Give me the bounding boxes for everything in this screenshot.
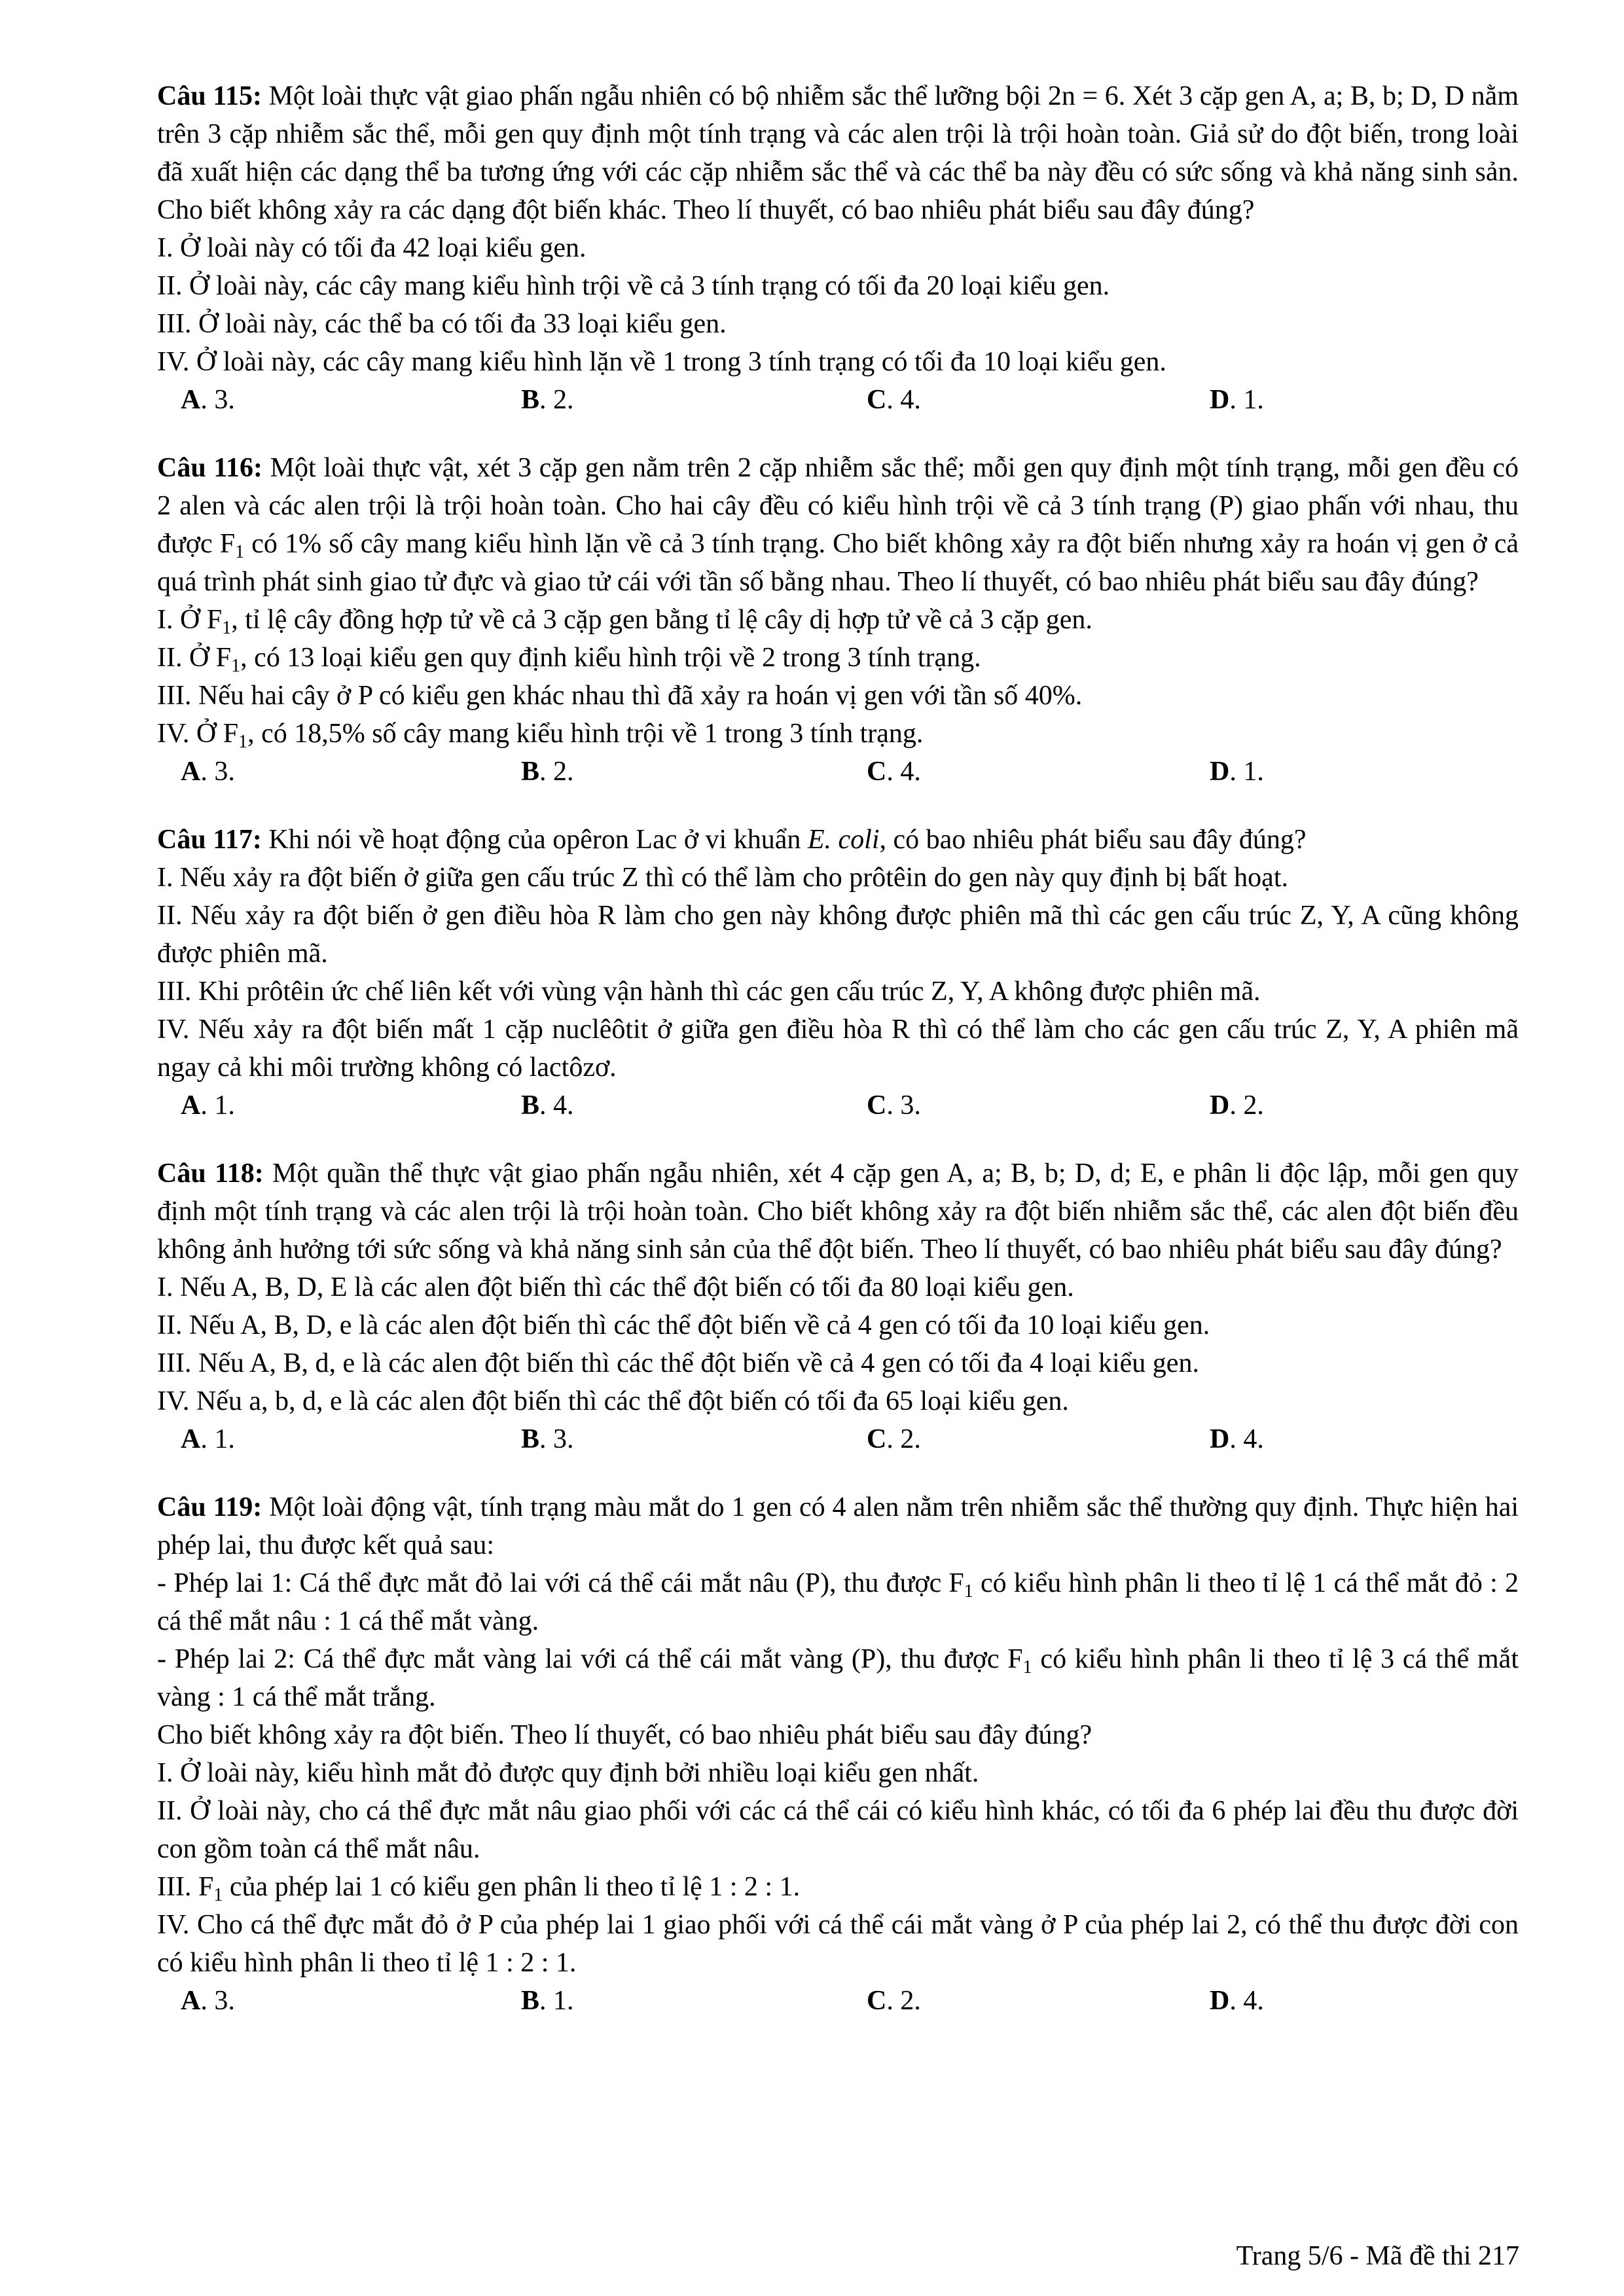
- question-label: Câu 118:: [157, 1158, 264, 1189]
- question-stem: Câu 117: Khi nói về hoạt động của opêron Lac ở vi khuẩn E. coli, có bao nhiêu phát biểu sau đây đúng?: [157, 825, 1307, 855]
- option-d[interactable]: D. 1.: [1210, 757, 1264, 787]
- option-c[interactable]: C. 4.: [867, 757, 921, 787]
- answer-options: [157, 1420, 1519, 1458]
- statement-1: I. Ở loài này, kiểu hình mắt đỏ được quy định bởi nhiều loại kiểu gen nhất.: [157, 1758, 979, 1788]
- option-c[interactable]: C. 2.: [867, 1986, 921, 2016]
- option-b[interactable]: B. 2.: [521, 385, 574, 415]
- option-b[interactable]: B. 1.: [521, 1986, 574, 2016]
- statement-3: III. Nếu A, B, d, e là các alen đột biến thì các thể đột biến về cả 4 gen có tối đa 4 loại kiểu gen.: [157, 1348, 1199, 1378]
- answer-options: [157, 1086, 1519, 1124]
- question-119: [157, 1488, 1519, 2020]
- answer-options: [157, 1982, 1519, 2020]
- question-label: Câu 116:: [157, 453, 263, 483]
- question-118: [157, 1155, 1519, 1458]
- statement-4: IV. Nếu a, b, d, e là các alen đột biến thì các thể đột biến có tối đa 65 loại kiểu gen.: [157, 1386, 1069, 1416]
- statement-2: II. Ở $F_1$, có 13 loại kiểu gen quy định kiểu hình trội về 2 trong 3 tính trạng.: [157, 643, 981, 676]
- option-b[interactable]: B. 4.: [521, 1090, 574, 1121]
- option-d[interactable]: D. 2.: [1210, 1090, 1264, 1121]
- question-117: [157, 821, 1519, 1124]
- species-name: E. coli: [807, 825, 880, 855]
- question-label: Câu 115:: [157, 81, 262, 111]
- statement-1: I. Ở loài này có tối đa 42 loại kiểu gen.: [157, 233, 586, 263]
- statement-1: I. Ở $F_1$, tỉ lệ cây đồng hợp tử về cả 3 cặp gen bằng tỉ lệ cây dị hợp tử về cả 3 cặp gen.: [157, 605, 1092, 638]
- option-c[interactable]: C. 2.: [867, 1424, 921, 1454]
- question-stem: Câu 116: Một loài thực vật, xét 3 cặp gen nằm trên 2 cặp nhiễm sắc thể; mỗi gen quy định một tính trạng, mỗi gen đều có 2 alen và các alen trội là trội hoàn toàn. Cho hai cây đều có kiểu hình trội về cả 3 tính trạng (P) giao phấn với nhau, thu được $F_1$ có 1% số cây mang kiểu hình lặn về cả 3 tính trạng. Cho biết không xảy ra đột biến nhưng xảy ra hoán vị gen ở cả quá trình phát sinh giao tử đực và giao tử cái với tần số bằng nhau. Theo lí thuyết, có bao nhiêu phát biểu sau đây đúng?: [157, 453, 1519, 597]
- option-d[interactable]: D. 4.: [1210, 1424, 1264, 1454]
- statement-4: IV. Nếu xảy ra đột biến mất 1 cặp nuclêôtit ở giữa gen điều hòa R thì có thể làm cho các gen cấu trúc Z, Y, A phiên mã ngay cả khi môi trường không có lactôzơ.: [157, 1014, 1519, 1083]
- statement-1: I. Nếu A, B, D, E là các alen đột biến thì các thể đột biến có tối đa 80 loại kiểu gen.: [157, 1272, 1074, 1302]
- option-d[interactable]: D. 1.: [1210, 385, 1264, 415]
- option-a[interactable]: A. 3.: [181, 385, 235, 415]
- statement-3: III. Ở loài này, các thể ba có tối đa 33 loại kiểu gen.: [157, 309, 727, 339]
- statement-1: I. Nếu xảy ra đột biến ở giữa gen cấu trúc Z thì có thể làm cho prôtêin do gen này quy định bị bất hoạt.: [157, 863, 1288, 893]
- question-stem: Câu 115: Một loài thực vật giao phấn ngẫu nhiên có bộ nhiễm sắc thể lưỡng bội 2n = 6. Xét 3 cặp gen A, a; B, b; D, D nằm trên 3 cặp nhiễm sắc thể, mỗi gen quy định một tính trạng và các alen trội là trội hoàn toàn. Giả sử do đột biến, trong loài đã xuất hiện các dạng thể ba tương ứng với các cặp nhiễm sắc thể và các thể ba này đều có sức sống và khả năng sinh sản. Cho biết không xảy ra các dạng đột biến khác. Theo lí thuyết, có bao nhiêu phát biểu sau đây đúng?: [157, 81, 1519, 225]
- statement-4: IV. Cho cá thể đực mắt đỏ ở P của phép lai 1 giao phối với cá thể cái mắt vàng ở P của phép lai 2, có thể thu được đời con có kiểu hình phân li theo tỉ lệ 1 : 2 : 1.: [157, 1910, 1519, 1978]
- option-d[interactable]: D. 4.: [1210, 1986, 1264, 2016]
- page-footer: Trang 5/6 - Mã đề thi 217: [1236, 2241, 1519, 2271]
- option-c[interactable]: C. 3.: [867, 1090, 921, 1121]
- question-stem: Câu 118: Một quần thể thực vật giao phấn ngẫu nhiên, xét 4 cặp gen A, a; B, b; D, d; E, e phân li độc lập, mỗi gen quy định một tính trạng và các alen trội là trội hoàn toàn. Cho biết không xảy ra đột biến nhiễm sắc thể, các alen đột biến đều không ảnh hưởng tới sức sống và khả năng sinh sản của thể đột biến. Theo lí thuyết, có bao nhiêu phát biểu sau đây đúng?: [157, 1158, 1519, 1265]
- statement-3: III. Nếu hai cây ở P có kiểu gen khác nhau thì đã xảy ra hoán vị gen với tần số 40%.: [157, 681, 1083, 711]
- answer-options: [157, 753, 1519, 791]
- option-b[interactable]: B. 3.: [521, 1424, 574, 1454]
- question-116: [157, 449, 1519, 791]
- cross-1: - Phép lai 1: Cá thể đực mắt đỏ lai với cá thể cái mắt nâu (P), thu được $F_1$ có kiểu hình phân li theo tỉ lệ 1 cá thể mắt đỏ : 2 cá thể mắt nâu : 1 cá thể mắt vàng.: [157, 1568, 1519, 1636]
- exam-page: [157, 77, 1519, 2050]
- option-b[interactable]: B. 2.: [521, 757, 574, 787]
- question-115: [157, 77, 1519, 419]
- answer-options: [157, 381, 1519, 419]
- option-c[interactable]: C. 4.: [867, 385, 921, 415]
- statement-2: II. Nếu xảy ra đột biến ở gen điều hòa R làm cho gen này không được phiên mã thì các gen cấu trúc Z, Y, A cũng không được phiên mã.: [157, 901, 1519, 969]
- statement-3: III. $F_1$ của phép lai 1 có kiểu gen phân li theo tỉ lệ 1 : 2 : 1.: [157, 1872, 801, 1905]
- statement-2: II. Nếu A, B, D, e là các alen đột biến thì các thể đột biến về cả 4 gen có tối đa 10 loại kiểu gen.: [157, 1310, 1210, 1340]
- statement-4: IV. Ở loài này, các cây mang kiểu hình lặn về 1 trong 3 tính trạng có tối đa 10 loại kiểu gen.: [157, 347, 1166, 377]
- statement-4: IV. Ở $F_1$, có 18,5% số cây mang kiểu hình trội về 1 trong 3 tính trạng.: [157, 719, 924, 752]
- statement-2: II. Ở loài này, các cây mang kiểu hình trội về cả 3 tính trạng có tối đa 20 loại kiểu gen.: [157, 271, 1110, 301]
- question-prompt: Cho biết không xảy ra đột biến. Theo lí thuyết, có bao nhiêu phát biểu sau đây đúng?: [157, 1720, 1092, 1750]
- question-stem: Câu 119: Một loài động vật, tính trạng màu mắt do 1 gen có 4 alen nằm trên nhiễm sắc thể thường quy định. Thực hiện hai phép lai, thu được kết quả sau:: [157, 1492, 1519, 1560]
- question-label: Câu 117:: [157, 825, 262, 855]
- option-a[interactable]: A. 3.: [181, 1986, 235, 2016]
- statement-3: III. Khi prôtêin ức chế liên kết với vùng vận hành thì các gen cấu trúc Z, Y, A không được phiên mã.: [157, 977, 1261, 1007]
- cross-2: - Phép lai 2: Cá thể đực mắt vàng lai với cá thể cái mắt vàng (P), thu được $F_1$ có kiểu hình phân li theo tỉ lệ 3 cá thể mắt vàng : 1 cá thể mắt trắng.: [157, 1644, 1519, 1712]
- option-a[interactable]: A. 1.: [181, 1424, 235, 1454]
- statement-2: II. Ở loài này, cho cá thể đực mắt nâu giao phối với các cá thể cái có kiểu hình khác, có tối đa 6 phép lai đều thu được đời con gồm toàn cá thể mắt nâu.: [157, 1796, 1519, 1864]
- question-label: Câu 119:: [157, 1492, 262, 1522]
- option-a[interactable]: A. 1.: [181, 1090, 235, 1121]
- option-a[interactable]: A. 3.: [181, 757, 235, 787]
